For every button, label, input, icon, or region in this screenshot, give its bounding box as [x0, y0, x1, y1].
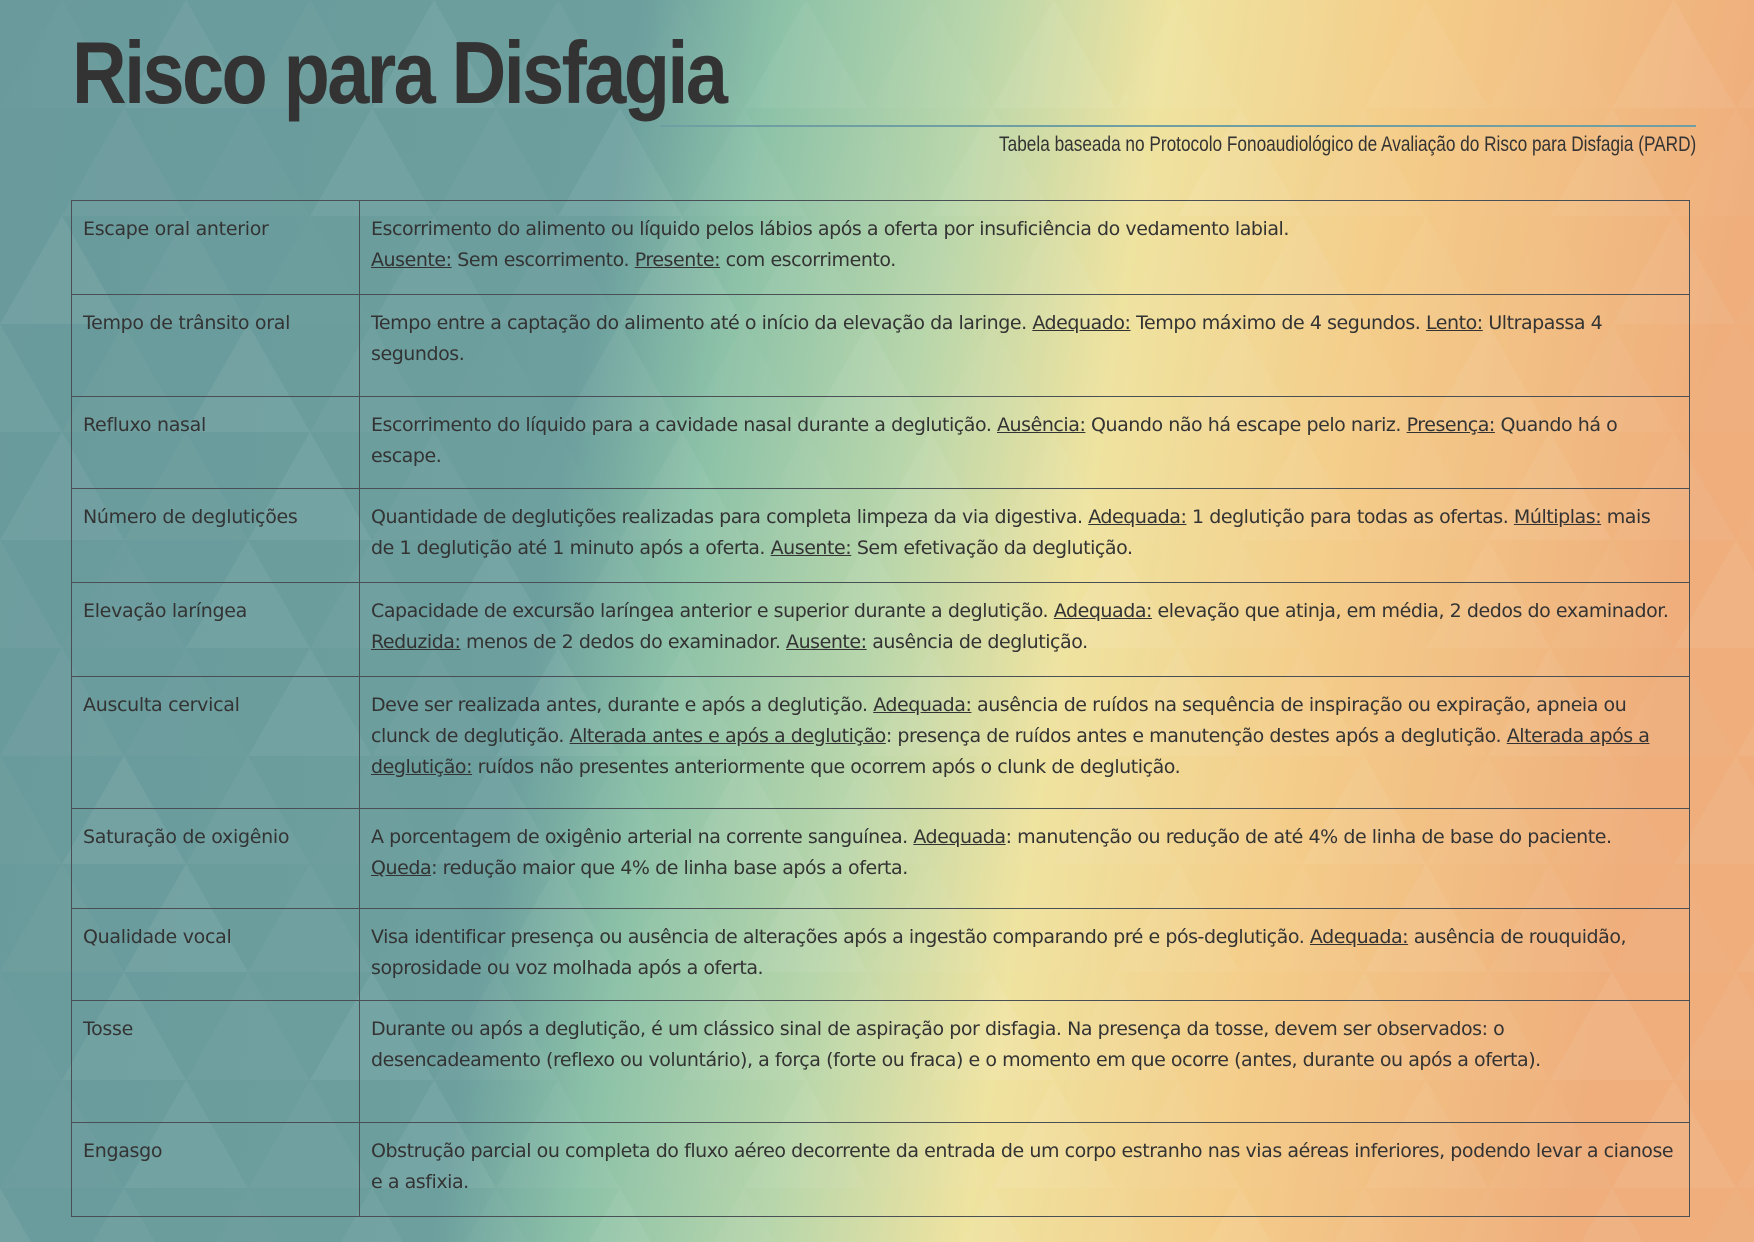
- description-term: Queda: [371, 857, 432, 879]
- description-text: Tempo máximo de 4 segundos.: [1130, 312, 1426, 334]
- description-cell: [360, 809, 1690, 909]
- criteria-table: [71, 200, 1690, 1217]
- description-term: Presente:: [634, 249, 721, 271]
- table-row: [72, 677, 1690, 809]
- description-text: Quando há o escape.: [371, 414, 1618, 467]
- description-term: Ausente:: [786, 631, 867, 653]
- description-term: Alterada antes e após a deglutição: [569, 725, 886, 747]
- description-text: mais de 1 deglutição até 1 minuto após a oferta.: [371, 506, 1651, 559]
- description-term: Ausente:: [770, 537, 852, 559]
- description-cell: [360, 397, 1690, 489]
- description-term: Adequada:: [873, 694, 972, 716]
- description-cell: [360, 201, 1690, 295]
- criterion-cell: Saturação de oxigênio: [72, 809, 360, 909]
- description-term: Presença:: [1406, 414, 1495, 436]
- description-text: ruídos não presentes anteriormente que ocorrem após o clunk de deglutição.: [472, 756, 1181, 778]
- description-term: Adequada:: [1088, 506, 1187, 528]
- description-text: Capacidade de excursão laríngea anterior e superior durante a deglutição.: [371, 600, 1054, 622]
- description-text: ausência de deglutição.: [866, 631, 1088, 653]
- description-text: ausência de rouquidão, soprosidade ou voz molhada após a oferta.: [371, 926, 1627, 979]
- description-term: Adequada:: [1053, 600, 1152, 622]
- description-text: Visa identificar presença ou ausência de alterações após a ingestão comparando pré e pós-deglutição.: [371, 926, 1310, 948]
- table-row: [72, 583, 1690, 677]
- description-text: Quando não há escape pelo nariz.: [1085, 414, 1407, 436]
- description-term: Múltiplas:: [1513, 506, 1602, 528]
- table-row: [72, 1123, 1690, 1217]
- description-text: Tempo entre a captação do alimento até o início da elevação da laringe.: [371, 312, 1033, 334]
- criterion-cell: Elevação laríngea: [72, 583, 360, 677]
- description-cell: [360, 489, 1690, 583]
- criterion-cell: Refluxo nasal: [72, 397, 360, 489]
- criterion-cell: Tempo de trânsito oral: [72, 295, 360, 397]
- table-row: [72, 909, 1690, 1001]
- criterion-cell: Tosse: [72, 1001, 360, 1123]
- description-text: Escorrimento do alimento ou líquido pelos lábios após a oferta por insuficiência do vedamento labial.: [371, 218, 1289, 240]
- description-term: Ausência:: [997, 414, 1086, 436]
- table-row: [72, 201, 1690, 295]
- description-text: : presença de ruídos antes e manutenção destes após a deglutição.: [885, 725, 1507, 747]
- description-term: Adequada: [913, 826, 1006, 848]
- description-cell: [360, 909, 1690, 1001]
- description-term: Lento:: [1425, 312, 1483, 334]
- description-text: Obstrução parcial ou completa do fluxo aéreo decorrente da entrada de um corpo estranho nas vias aéreas inferiores, podendo levar a cianose e a asfixia.: [371, 1140, 1674, 1193]
- table-row: [72, 397, 1690, 489]
- description-cell: [360, 583, 1690, 677]
- description-text: Durante ou após a deglutição, é um clássico sinal de aspiração por disfagia. Na presença da tosse, devem ser observados: o desencadeamento (reflexo ou voluntário), a força (forte ou fraca) e o momento em que ocorre (antes, durante ou após a oferta).: [371, 1018, 1541, 1071]
- description-term: Ausente:: [371, 249, 452, 271]
- table-row: [72, 1001, 1690, 1123]
- description-cell: [360, 295, 1690, 397]
- description-term: Adequada:: [1309, 926, 1409, 948]
- description-term: Reduzida:: [371, 631, 461, 653]
- criterion-cell: Ausculta cervical: [72, 677, 360, 809]
- table-row: [72, 809, 1690, 909]
- description-text: Ultrapassa 4 segundos.: [371, 312, 1603, 365]
- title-divider: [660, 125, 1696, 127]
- criterion-cell: Escape oral anterior: [72, 201, 360, 295]
- criterion-cell: Engasgo: [72, 1123, 360, 1217]
- description-text: ausência de ruídos na sequência de inspiração ou expiração, apneia ou clunck de deglutição.: [371, 694, 1627, 747]
- table-row: [72, 489, 1690, 583]
- description-text: : manutenção ou redução de até 4% de linha de base do paciente.: [1005, 826, 1612, 848]
- description-text: 1 deglutição para todas as ofertas.: [1186, 506, 1514, 528]
- description-text: Deve ser realizada antes, durante e após a deglutição.: [371, 694, 874, 716]
- criterion-cell: Número de deglutições: [72, 489, 360, 583]
- description-cell: [360, 1123, 1690, 1217]
- description-term: Alterada após a deglutição:: [371, 725, 1650, 778]
- description-text: : redução maior que 4% de linha base após a oferta.: [431, 857, 908, 879]
- page-subtitle: Tabela baseada no Protocolo Fonoaudiológico de Avaliação do Risco para Disfagia (PARD): [998, 133, 1696, 156]
- description-cell: [360, 677, 1690, 809]
- table-row: [72, 295, 1690, 397]
- description-text: menos de 2 dedos do examinador.: [460, 631, 787, 653]
- description-text: Quantidade de deglutições realizadas para completa limpeza da via digestiva.: [371, 506, 1089, 528]
- description-cell: [360, 1001, 1690, 1123]
- description-term: Adequado:: [1032, 312, 1131, 334]
- description-text: Sem escorrimento.: [451, 249, 635, 271]
- description-text: elevação que atinja, em média, 2 dedos do examinador.: [1151, 600, 1669, 622]
- criterion-cell: Qualidade vocal: [72, 909, 360, 1001]
- description-text: com escorrimento.: [720, 249, 896, 271]
- description-text: Sem efetivação da deglutição.: [851, 537, 1133, 559]
- description-text: A porcentagem de oxigênio arterial na corrente sanguínea.: [371, 826, 914, 848]
- description-text: Escorrimento do líquido para a cavidade nasal durante a deglutição.: [371, 414, 997, 436]
- page-title: Risco para Disfagia: [72, 23, 726, 122]
